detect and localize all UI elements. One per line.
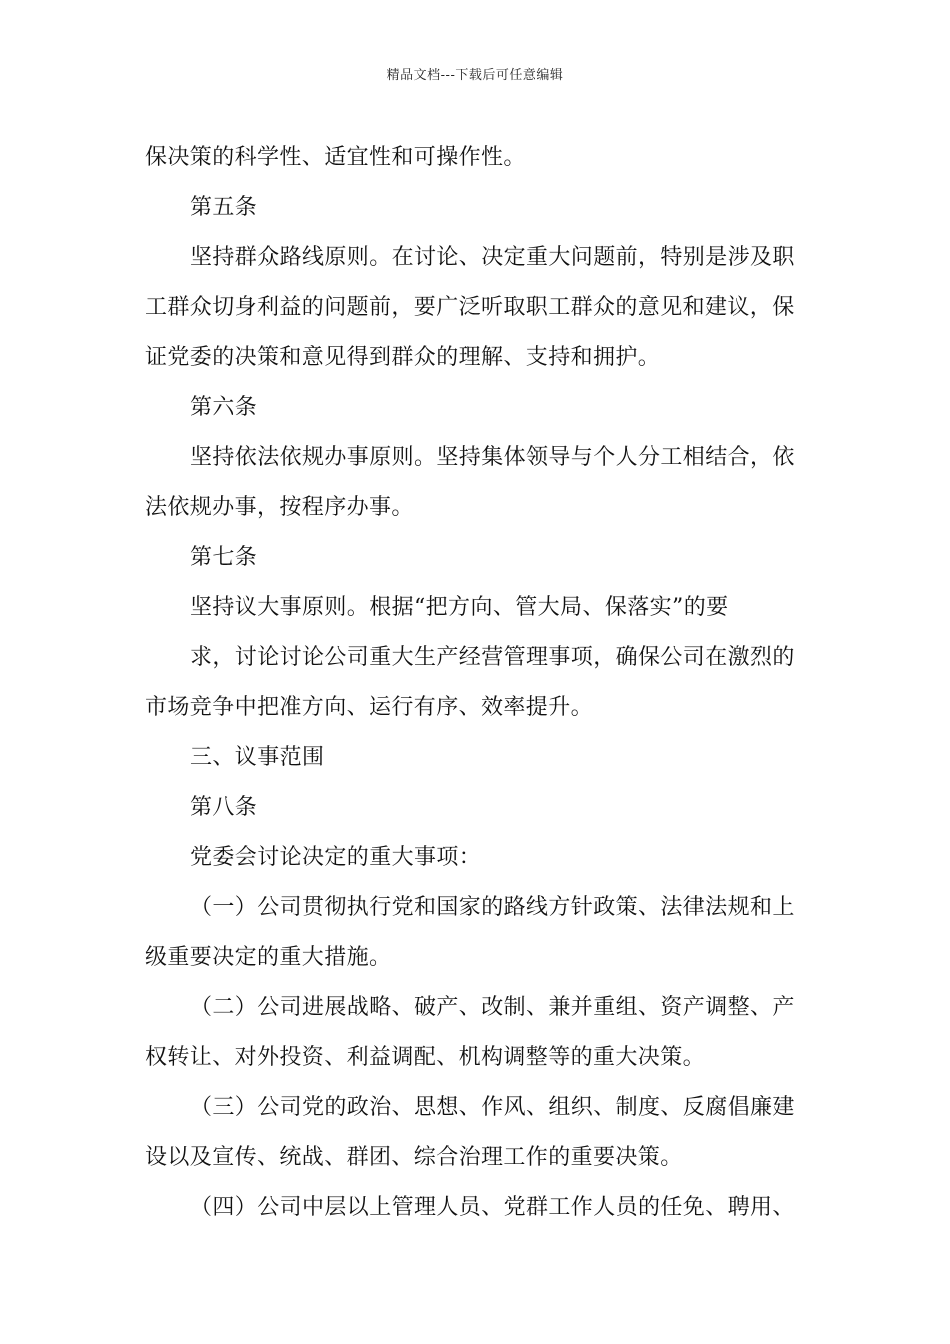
body-line: 坚持议大事原则。根据“把方向、管大局、保落实”的要 [190,595,729,620]
body-line: 级重要决定的重大措施。 [145,945,392,970]
body-line: 市场竞争中把准方向、运行有序、效率提升。 [145,695,594,720]
body-line: （一）公司贯彻执行党和国家的路线方针政策、法律法规和上 [190,895,795,920]
page-header: 精品文档---下载后可任意编辑 [386,68,564,83]
body-line: 党委会讨论决定的重大事项： [190,845,482,870]
body-line: 保决策的科学性、适宜性和可操作性。 [145,145,526,170]
body-line: 法依规办事，按程序办事。 [145,495,414,520]
body-line: 第七条 [190,545,258,570]
body-line: 坚持依法依规办事原则。坚持集体领导与个人分工相结合，依 [190,445,795,470]
body-line: （二）公司进展战略、破产、改制、兼并重组、资产调整、产 [190,995,795,1020]
body-line: 三、议事范围 [190,745,325,770]
document-body [145,133,810,1233]
body-line: 工群众切身利益的问题前，要广泛听取职工群众的意见和建议，保 [145,295,795,320]
body-line: 求，讨论讨论公司重大生产经营管理事项，确保公司在激烈的 [190,645,795,670]
body-line: 坚持群众路线原则。在讨论、决定重大问题前，特别是涉及职 [190,245,795,270]
body-line: 权转让、对外投资、利益调配、机构调整等的重大决策。 [145,1045,706,1070]
body-line: 设以及宣传、统战、群团、综合治理工作的重要决策。 [145,1145,683,1170]
body-line: 第八条 [190,795,258,820]
body-line: 第五条 [190,195,258,220]
body-line: 第六条 [190,395,258,420]
body-line: 证党委的决策和意见得到群众的理解、支持和拥护。 [145,345,661,370]
body-line: （三）公司党的政治、思想、作风、组织、制度、反腐倡廉建 [190,1095,795,1120]
body-line: （四）公司中层以上管理人员、党群工作人员的任免、聘用、 [190,1195,795,1220]
